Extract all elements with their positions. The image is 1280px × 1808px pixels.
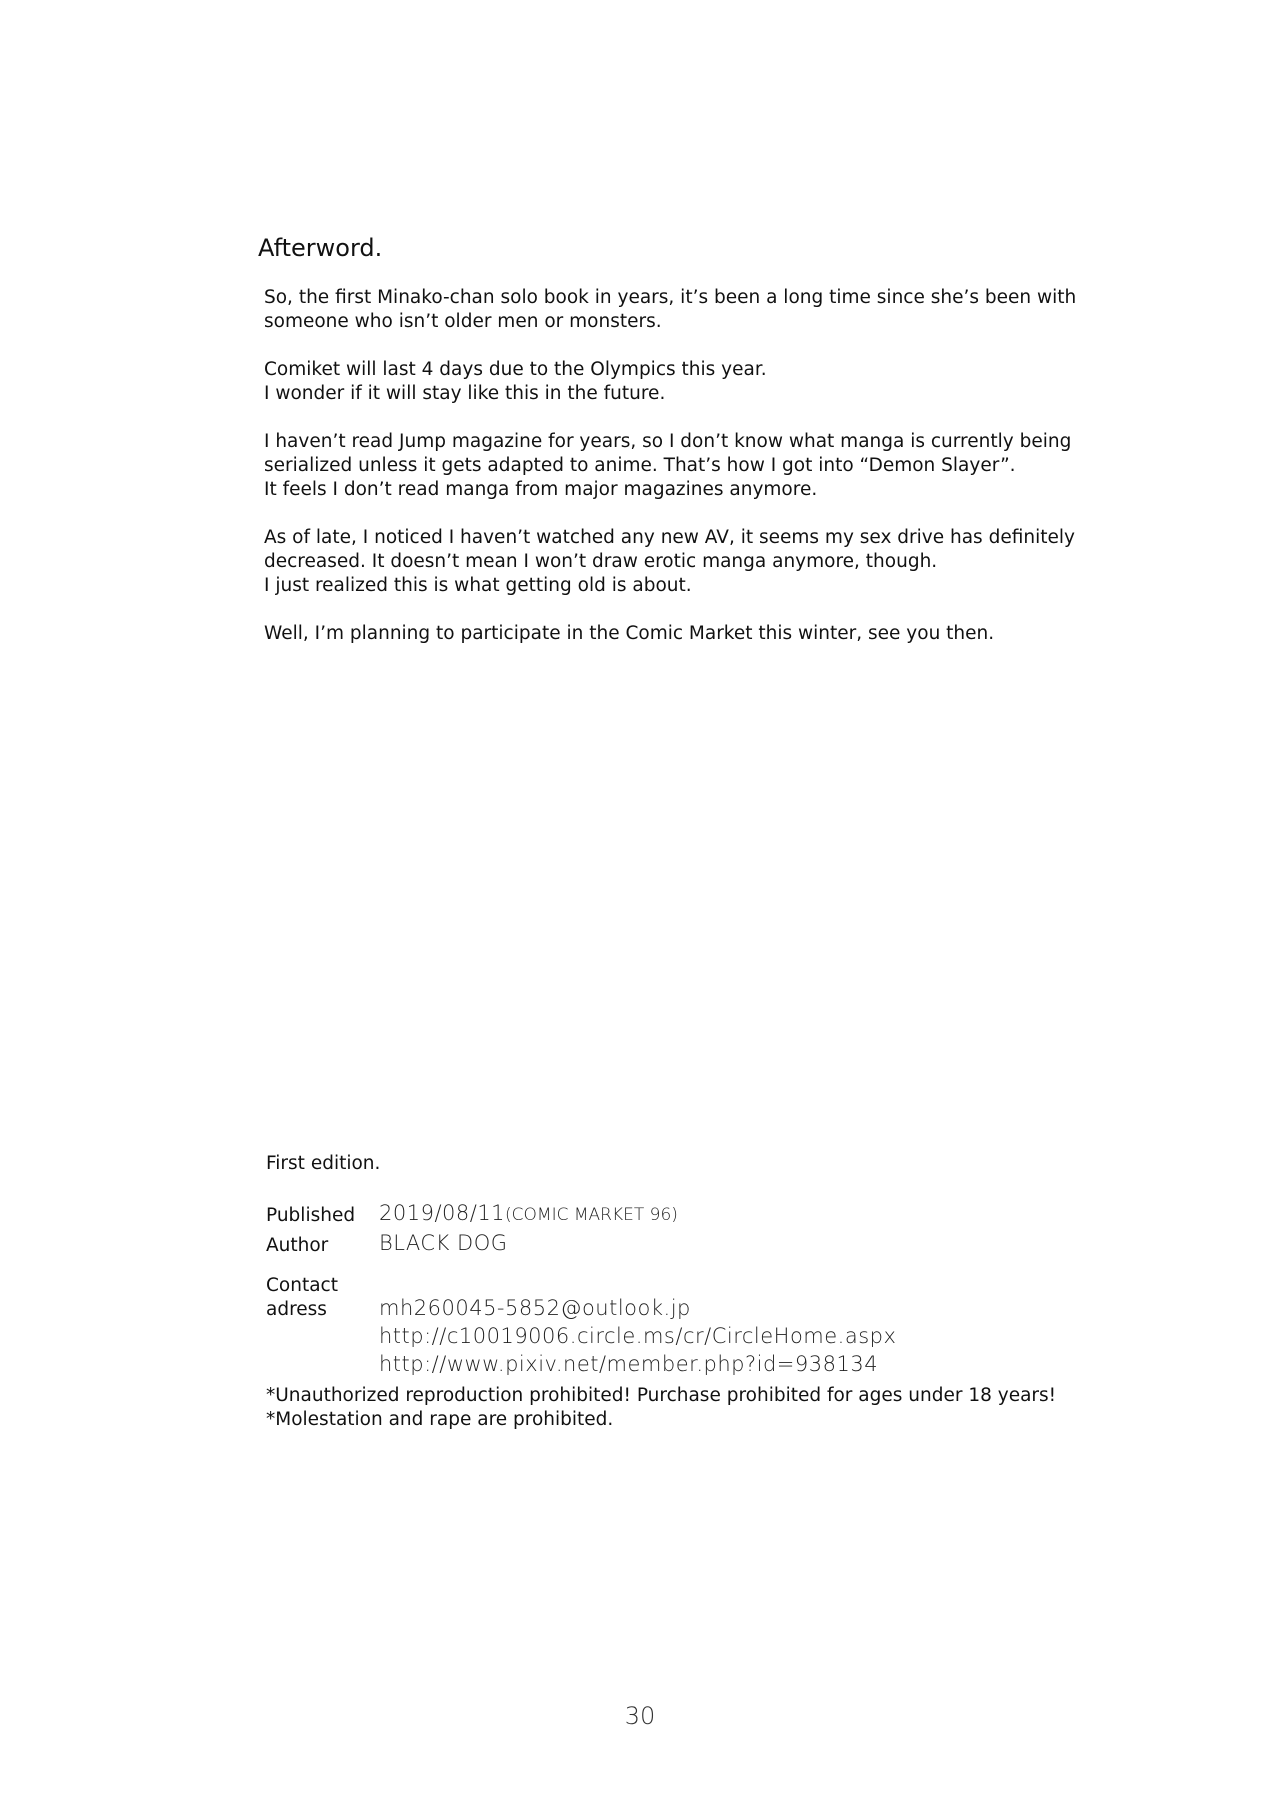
text-line: serialized unless it gets adapted to anime. That’s how I got into “Demon Slayer”.	[264, 455, 1016, 476]
edition-label: First edition.	[266, 1153, 381, 1174]
author-value: BLACK DOG	[379, 1231, 508, 1255]
contact-label-line-2: adress	[266, 1299, 327, 1320]
text-line: So, the first Minako-chan solo book in years, it’s been a long time since she’s been with	[264, 287, 1077, 308]
contact-url-pixiv: http://www.pixiv.net/member.php?id=938134	[379, 1352, 879, 1376]
text-line: As of late, I noticed I haven’t watched any new AV, it seems my sex drive has definitely	[264, 527, 1075, 548]
afterword-title: Afterword.	[258, 234, 383, 262]
contact-email: mh260045-5852@outlook.jp	[379, 1296, 691, 1320]
contact-label-line-1: Contact	[266, 1275, 338, 1296]
author-label: Author	[266, 1235, 329, 1256]
text-line: It feels I don’t read manga from major magazines anymore.	[264, 479, 818, 500]
published-value	[379, 1201, 678, 1225]
text-line: someone who isn’t older men or monsters.	[264, 311, 662, 332]
afterword-body	[264, 286, 1164, 670]
published-event: (COMIC MARKET 96)	[505, 1205, 678, 1225]
text-line: I haven’t read Jump magazine for years, so I don’t know what manga is currently being	[264, 431, 1072, 452]
text-line: I just realized this is what getting old is about.	[264, 575, 692, 596]
afterword-paragraph	[264, 526, 1164, 598]
text-line: I wonder if it will stay like this in the future.	[264, 383, 666, 404]
afterword-paragraph	[264, 286, 1164, 334]
text-line: Well, I’m planning to participate in the Comic Market this winter, see you then.	[264, 623, 995, 644]
notice-molestation: *Molestation and rape are prohibited.	[266, 1409, 614, 1430]
published-date: 2019/08/11	[379, 1201, 506, 1225]
contact-url-circle: http://c10019006.circle.ms/cr/CircleHome.aspx	[379, 1324, 897, 1348]
notice-reproduction: *Unauthorized reproduction prohibited! Purchase prohibited for ages under 18 years!	[266, 1385, 1057, 1406]
text-line: decreased. It doesn’t mean I won’t draw erotic manga anymore, though.	[264, 551, 938, 572]
afterword-paragraph	[264, 622, 1164, 646]
afterword-paragraph	[264, 358, 1164, 406]
afterword-paragraph	[264, 430, 1164, 502]
page-number: 30	[624, 1702, 656, 1730]
published-label: Published	[266, 1205, 356, 1226]
text-line: Comiket will last 4 days due to the Olympics this year.	[264, 359, 767, 380]
